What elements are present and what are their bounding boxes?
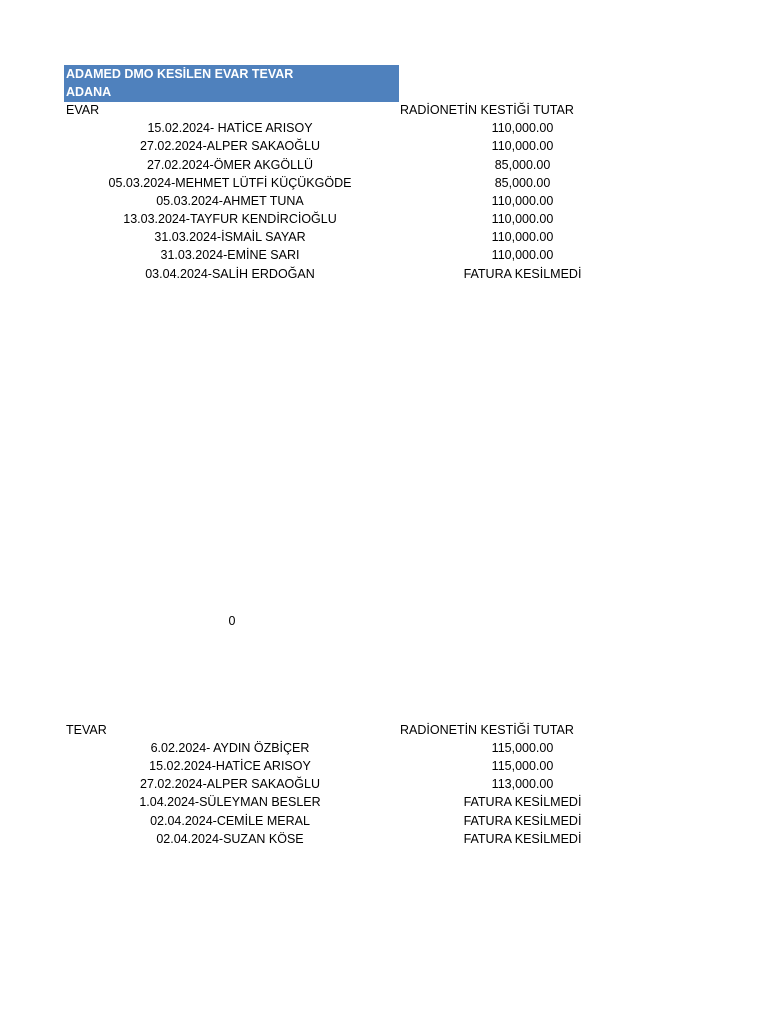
evar-row-amount: 110,000.00 [491, 212, 554, 226]
tevar-row-name: 15.02.2024-HATİCE ARISOY [149, 759, 311, 773]
tevar-row-amount: 115,000.00 [491, 759, 554, 773]
evar-amount-header: RADİONETİN KESTİĞİ TUTAR [400, 103, 574, 117]
tevar-row-amount: FATURA KESİLMEDİ [463, 814, 582, 828]
evar-row-name: 03.04.2024-SALİH ERDOĞAN [145, 267, 315, 281]
evar-row-name: 31.03.2024-İSMAİL SAYAR [154, 230, 306, 244]
evar-row-amount: 110,000.00 [491, 248, 554, 262]
evar-row-amount: 110,000.00 [491, 230, 554, 244]
evar-row-amount: 85,000.00 [494, 176, 551, 190]
evar-row-name: 27.02.2024-ALPER SAKAOĞLU [140, 139, 320, 153]
tevar-row-amount: 115,000.00 [491, 741, 554, 755]
evar-row-name: 05.03.2024-MEHMET LÜTFİ KÜÇÜKGÖDE [108, 176, 352, 190]
evar-row-amount: 85,000.00 [494, 158, 551, 172]
tevar-row-amount: FATURA KESİLMEDİ [463, 832, 582, 846]
zero-value-cell: 0 [228, 614, 236, 628]
evar-section-label: EVAR [66, 103, 100, 117]
evar-row-name: 31.03.2024-EMİNE SARI [160, 248, 300, 262]
tevar-row-name: 02.04.2024-SUZAN KÖSE [156, 832, 304, 846]
tevar-row-name: 1.04.2024-SÜLEYMAN BESLER [139, 795, 321, 809]
city-label: ADANA [66, 85, 112, 99]
evar-row-name: 27.02.2024-ÖMER AKGÖLLÜ [146, 158, 314, 172]
evar-row-amount: 110,000.00 [491, 139, 554, 153]
tevar-section-label: TEVAR [66, 723, 107, 737]
tevar-row-amount: FATURA KESİLMEDİ [463, 795, 582, 809]
evar-row-name: 15.02.2024- HATİCE ARISOY [147, 121, 313, 135]
tevar-row-amount: 113,000.00 [491, 777, 554, 791]
evar-row-name: 13.03.2024-TAYFUR KENDİRCİOĞLU [123, 212, 337, 226]
tevar-row-name: 02.04.2024-CEMİLE MERAL [150, 814, 310, 828]
document-title: ADAMED DMO KESİLEN EVAR TEVAR [66, 67, 294, 81]
tevar-row-name: 27.02.2024-ALPER SAKAOĞLU [140, 777, 320, 791]
evar-row-name: 05.03.2024-AHMET TUNA [156, 194, 304, 208]
tevar-row-name: 6.02.2024- AYDIN ÖZBİÇER [150, 741, 310, 755]
evar-row-amount: 110,000.00 [491, 121, 554, 135]
evar-row-amount: 110,000.00 [491, 194, 554, 208]
tevar-amount-header: RADİONETİN KESTİĞİ TUTAR [400, 723, 574, 737]
evar-row-amount: FATURA KESİLMEDİ [463, 267, 582, 281]
